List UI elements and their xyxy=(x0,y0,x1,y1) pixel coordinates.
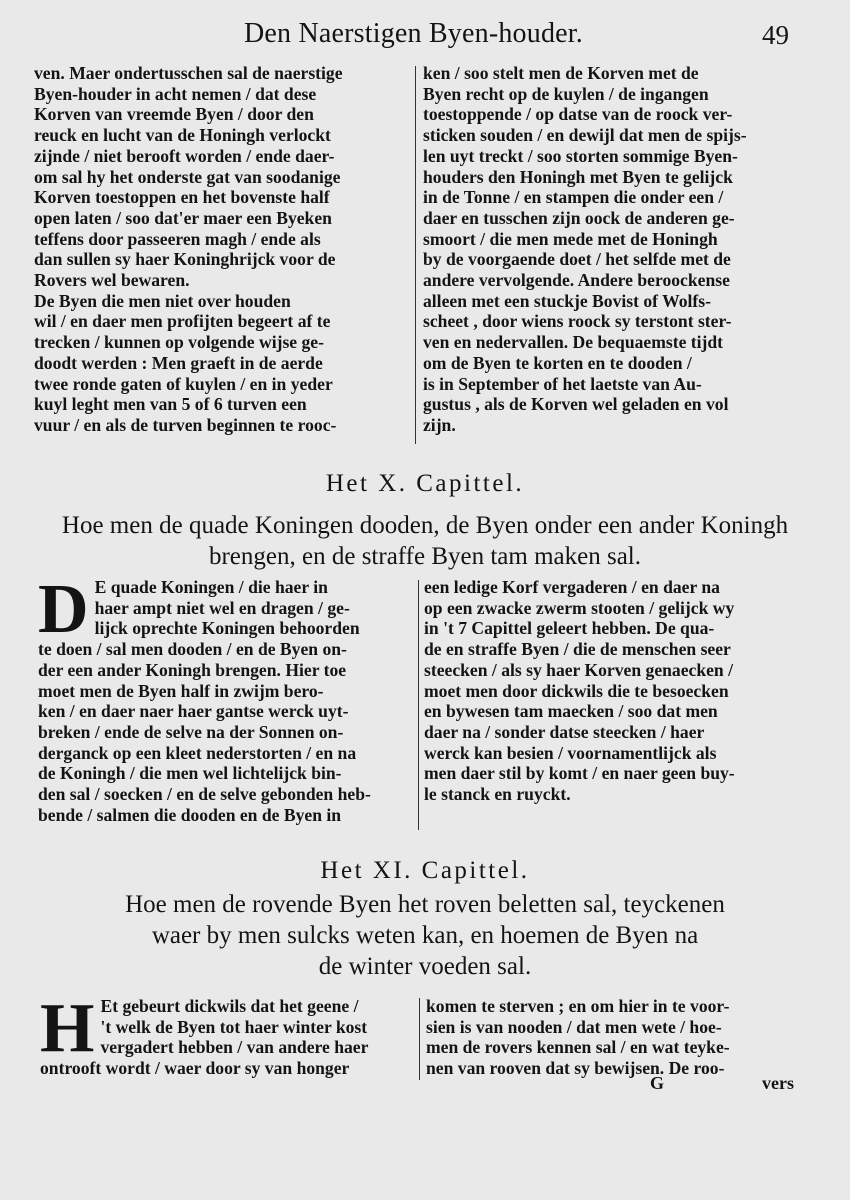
column-rule xyxy=(418,580,419,830)
text-line: Byen-houder in acht nemen / dat dese xyxy=(34,83,317,104)
text-line: Byen recht op de kuylen / de ingangen xyxy=(423,83,709,104)
text-line: kuyl leght men van 5 of 6 turven een xyxy=(34,394,307,415)
text-line: daer en tusschen zijn oock de anderen ge- xyxy=(423,207,735,228)
text-line: open laten / soo dat'er maer een Byeken xyxy=(34,207,332,228)
text-line: ven. Maer ondertusschen sal de naerstige xyxy=(34,63,343,83)
text-line: nen van rooven dat sy bewijsen. De roo- xyxy=(426,1058,725,1079)
text-line: 't welk de Byen tot haer winter kost xyxy=(100,1016,368,1037)
drop-cap: D xyxy=(38,571,89,648)
chapter-x-left-column xyxy=(38,571,410,825)
text-line: trecken / kunnen op volgende wijse ge- xyxy=(34,332,324,353)
text-line: smoort / die men mede met de Honingh xyxy=(423,228,718,249)
text-line: ven en nedervallen. De bequaemste tijdt xyxy=(423,332,724,353)
text-line: om de Byen te korten en te dooden / xyxy=(423,352,692,373)
text-line: Et gebeurt dickwils dat het geene / xyxy=(100,996,359,1016)
running-title: Den Naerstigen Byen-houder. xyxy=(244,18,583,49)
text-line: werck kan besien / voornamentlijck als xyxy=(424,742,717,763)
text-line: derganck op een kleet nederstorten / en na xyxy=(38,742,357,763)
text-line: by de voorgaende doet / het selfde met de xyxy=(423,249,731,270)
signature-mark: G xyxy=(650,1073,665,1093)
text-line: len uyt treckt / soo storten sommige Byen- xyxy=(423,145,738,166)
catchword: vers xyxy=(762,1073,794,1093)
text-line: moet men door dickwils die te besoecken xyxy=(424,680,729,701)
text-line: en bywesen tam maecken / soo dat men xyxy=(424,701,718,722)
text-line: moet men de Byen half in zwijm bero- xyxy=(38,680,324,701)
chapter-xi-title xyxy=(40,889,810,982)
text-line: men daer stil by komt / en naer geen buy- xyxy=(424,763,735,784)
text-line: alleen met een stuckje Bovist of Wolfs- xyxy=(423,290,711,311)
text-line: komen te sterven ; en om hier in te voor- xyxy=(426,996,730,1016)
text-line: lijck oprechte Koningen behoorden xyxy=(94,618,360,639)
text-line: daer na / sonder datse steecken / haer xyxy=(424,721,705,742)
text-line: twee ronde gaten of kuylen / en in yeder xyxy=(34,373,333,394)
text-line: Korven toestoppen en het bovenste half xyxy=(34,187,330,208)
text-line: De Byen die men niet over houden xyxy=(34,290,291,311)
text-line: dan sullen sy haer Koninghrijck voor de xyxy=(34,249,336,270)
chapter-xi-heading: Het XI. Capittel. xyxy=(320,857,530,884)
chapter-xi-title-line: Hoe men de rovende Byen het roven beletten sal, teyckenen xyxy=(125,891,725,918)
text-line: de Koningh / die men wel lichtelijck bin- xyxy=(38,763,342,784)
chapter-xi-left-column xyxy=(40,990,412,1079)
text-line: is in September of het laetste van Au- xyxy=(423,373,702,394)
chapter-x-title: Hoe men de quade Koningen dooden, de Byen onder een ander Koningh brengen, en de straffe Byen tam maken sal. xyxy=(61,512,789,570)
chapter-xi-title-line: waer by men sulcks weten kan, en hoemen de Byen na xyxy=(151,922,699,949)
text-line: te doen / sal men dooden / en de Byen on- xyxy=(38,639,347,660)
text-line: sticken souden / en dewijl dat men de spijs- xyxy=(423,125,747,146)
chapter-xi-right-column xyxy=(426,996,796,1079)
text-line: breken / ende de selve na der Sonnen on- xyxy=(38,721,344,742)
text-line: zijn. xyxy=(423,414,456,435)
text-line: reuck en lucht van de Honingh verlockt xyxy=(34,125,331,146)
running-head xyxy=(0,14,850,54)
top-right-column xyxy=(423,63,795,436)
text-line: steecken / als sy haer Korven genaecken / xyxy=(424,659,733,680)
page-number: 49 xyxy=(762,20,789,50)
text-line: ken / en daer naer haer gantse werck uyt- xyxy=(38,701,349,722)
text-line: haer ampt niet wel en dragen / ge- xyxy=(94,597,350,618)
column-rule xyxy=(415,66,416,444)
text-line: andere vervolgende. Andere beroockense xyxy=(423,270,730,291)
text-line: E quade Koningen / die haer in xyxy=(94,577,328,597)
chapter-xi-title-line: de winter voeden sal. xyxy=(318,953,532,980)
text-line: bende / salmen die dooden en de Byen in xyxy=(38,804,342,825)
text-line: een ledige Korf vergaderen / en daer na xyxy=(424,577,720,597)
text-line: zijnde / niet berooft worden / ende daer- xyxy=(34,145,335,166)
text-line: teffens door passeeren magh / ende als xyxy=(34,228,321,249)
text-line: in 't 7 Capittel geleert hebben. De qua- xyxy=(424,618,715,639)
text-line: in de Tonne / en stampen die onder een / xyxy=(423,187,724,208)
text-line: der een ander Koningh brengen. Hier toe xyxy=(38,659,347,680)
text-line: sien is van nooden / dat men wete / hoe- xyxy=(426,1016,722,1037)
text-line: wil / en daer men profijten begeert af te xyxy=(34,311,331,332)
text-line: men de rovers kennen sal / en wat teyke- xyxy=(426,1037,730,1058)
text-line: Rovers wel bewaren. xyxy=(34,270,190,291)
text-line: scheet , door wiens roock sy terstont ster- xyxy=(423,311,732,332)
text-line: gustus , als de Korven wel geladen en vol xyxy=(423,394,729,415)
text-line: vuur / en als de turven beginnen te rooc- xyxy=(34,414,337,435)
drop-cap: H xyxy=(40,990,95,1067)
column-rule xyxy=(419,998,420,1080)
text-line: ken / soo stelt men de Korven met de xyxy=(423,63,699,83)
text-line: Korven van vreemde Byen / door den xyxy=(34,104,314,125)
text-line: op een zwacke zwerm stooten / gelijck wy xyxy=(424,597,735,618)
top-left-column xyxy=(34,63,406,436)
text-line: vergadert hebben / van andere haer xyxy=(100,1037,369,1058)
text-line: toestoppende / op datse van de roock ver- xyxy=(423,104,733,125)
text-line: ontrooft wordt / waer door sy van honger xyxy=(40,1058,350,1079)
chapter-x-right-column xyxy=(424,577,796,805)
text-line: houders den Honingh met Byen te gelijck xyxy=(423,166,733,187)
text-line: le stanck en ruyckt. xyxy=(424,784,571,805)
text-line: de en straffe Byen / die de menschen seer xyxy=(424,639,731,660)
text-line: om sal hy het onderste gat van soodanige xyxy=(34,166,341,187)
chapter-x-heading: Het X. Capittel. xyxy=(325,470,525,497)
text-line: doodt werden : Men graeft in de aerde xyxy=(34,352,323,373)
text-line: den sal / soecken / en de selve gebonden heb- xyxy=(38,784,371,805)
